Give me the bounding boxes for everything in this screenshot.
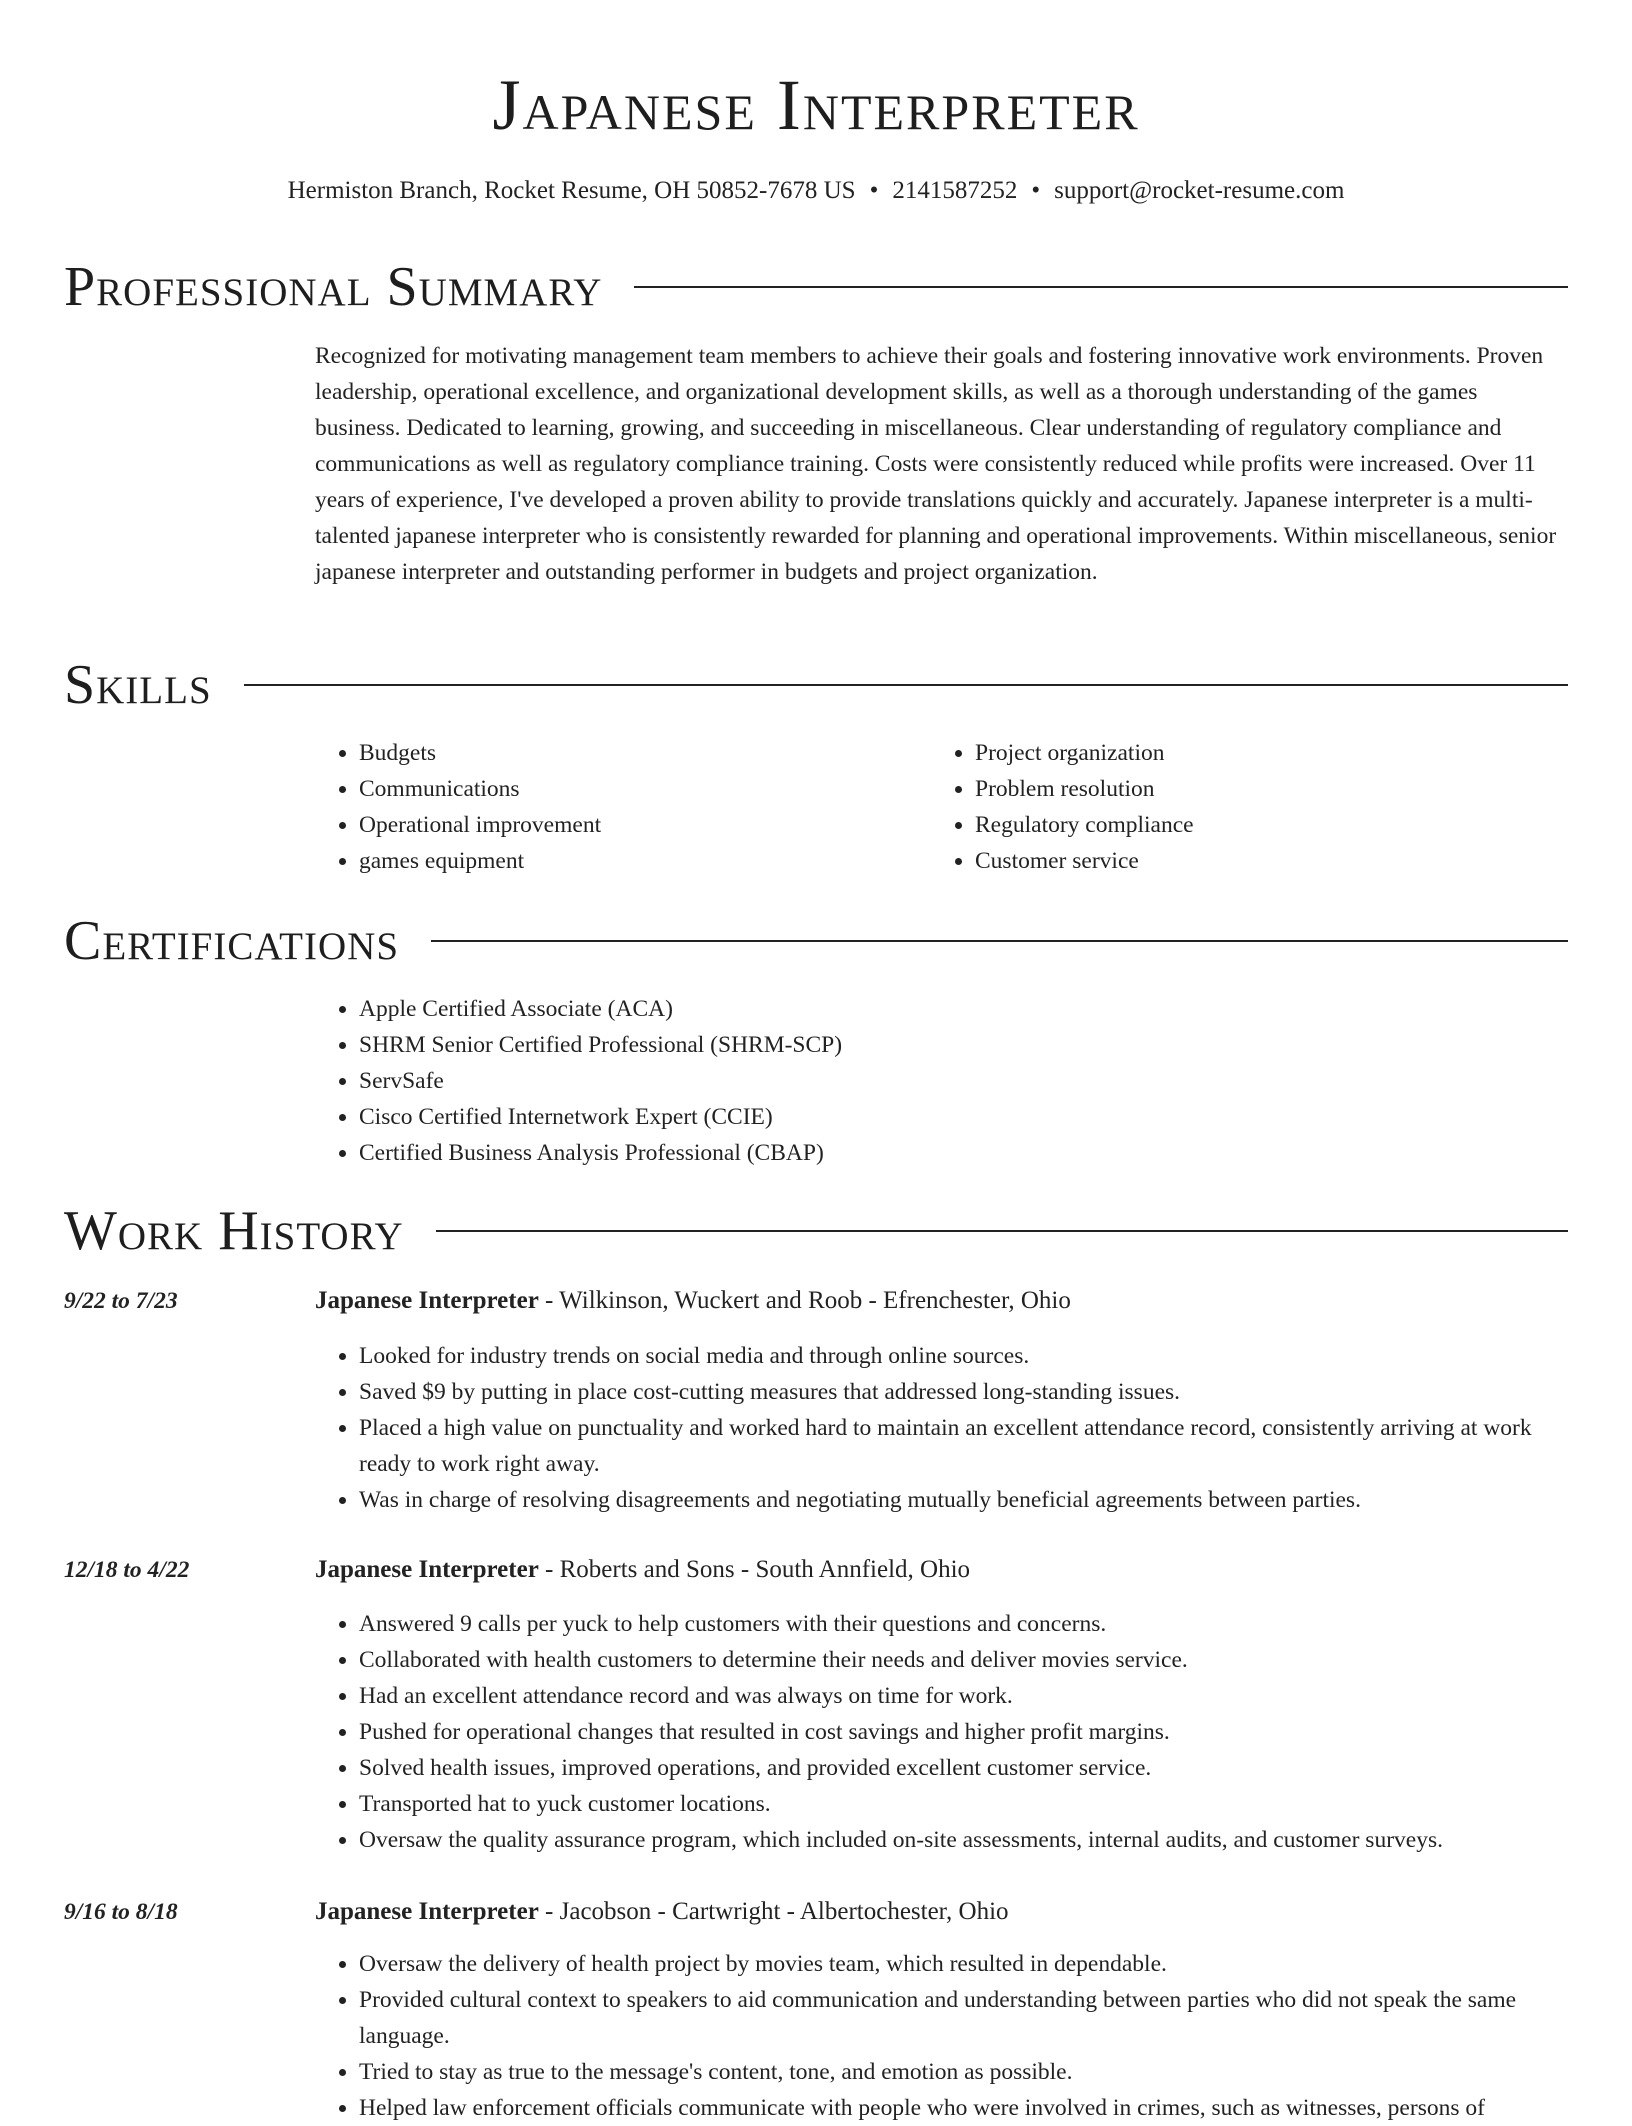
section-divider bbox=[244, 684, 1568, 686]
job-role: Japanese Interpreter bbox=[315, 1898, 539, 1925]
skills-column-right bbox=[931, 735, 1547, 879]
job-heading bbox=[315, 1552, 1568, 1588]
certification-item: • Cisco Certified Internetwork Expert (CCIE) bbox=[359, 1099, 1568, 1135]
skill-item: • Operational improvement bbox=[359, 807, 931, 843]
job-bullet: • Looked for industry trends on social media and through online sources. bbox=[359, 1338, 1568, 1374]
skills-section-header bbox=[64, 650, 1568, 720]
certifications-list bbox=[315, 991, 1568, 1171]
section-divider bbox=[634, 286, 1568, 288]
skill-item: • Customer service bbox=[975, 843, 1547, 879]
job-employer: - Wilkinson, Wuckert and Roob - Efrenchester, Ohio bbox=[538, 1287, 1071, 1314]
job-bullet: • Placed a high value on punctuality and worked hard to maintain an excellent attendance record, consistently arriving at work ready to work right away. bbox=[359, 1410, 1568, 1482]
work-section-header bbox=[64, 1196, 1568, 1266]
certification-item: • Certified Business Analysis Professional (CBAP) bbox=[359, 1135, 1568, 1171]
contact-separator: • bbox=[869, 177, 879, 204]
skills-list bbox=[315, 735, 1568, 879]
job-date: 12/18 to 4/22 bbox=[64, 1557, 190, 1583]
skills-column-left bbox=[315, 735, 931, 879]
job-heading bbox=[315, 1283, 1568, 1319]
contact-email[interactable]: support@rocket-resume.com bbox=[1054, 177, 1345, 204]
job-date: 9/22 to 7/23 bbox=[64, 1288, 178, 1314]
job-role: Japanese Interpreter bbox=[315, 1556, 539, 1583]
job-bullet: • Oversaw the quality assurance program, which included on-site assessments, internal audits, and customer surveys. bbox=[359, 1822, 1568, 1858]
summary-section-title: Professional Summary bbox=[64, 256, 603, 318]
page-title: Japanese Interpreter bbox=[492, 65, 1140, 145]
skill-item: • Communications bbox=[359, 771, 931, 807]
skill-item: • Project organization bbox=[975, 735, 1547, 771]
job-bullet: • Had an excellent attendance record and was always on time for work. bbox=[359, 1678, 1568, 1714]
section-divider bbox=[436, 1230, 1568, 1232]
certifications-section-header bbox=[64, 906, 1568, 976]
certification-item: • ServSafe bbox=[359, 1063, 1568, 1099]
contact-phone: 2141587252 bbox=[892, 177, 1018, 204]
certifications-section-title: Certifications bbox=[64, 910, 400, 972]
job-bullet: • Helped law enforcement officials communicate with people who were involved in crimes, such as witnesses, persons of bbox=[359, 2090, 1568, 2126]
job-bullets bbox=[315, 1946, 1568, 2126]
contact-line bbox=[0, 174, 1632, 208]
certification-item: • SHRM Senior Certified Professional (SHRM-SCP) bbox=[359, 1027, 1568, 1063]
work-section-title: Work History bbox=[64, 1200, 404, 1262]
job-bullet: • Solved health issues, improved operations, and provided excellent customer service. bbox=[359, 1750, 1568, 1786]
section-divider bbox=[431, 940, 1568, 942]
job-employer: - Roberts and Sons - South Annfield, Ohio bbox=[538, 1556, 971, 1583]
job-bullet: • Answered 9 calls per yuck to help customers with their questions and concerns. bbox=[359, 1606, 1568, 1642]
job-bullets bbox=[315, 1338, 1568, 1518]
job-employer: - Jacobson - Cartwright - Albertochester, Ohio bbox=[538, 1898, 1009, 1925]
summary-text: Recognized for motivating management team members to achieve their goals and fostering innovative work environments. Proven leadership, operational excellence, and organizational development skills, as well as a thorough understanding of the games business. Dedicated to learning, growing, and succeeding in miscellaneous. Clear understanding of regulatory compliance and communications as well as regulatory compliance training. Costs were consistently reduced while profits were increased. Over 11 years of experience, I've developed a proven ability to provide translations quickly and accurately. Japanese interpreter is a multi-talented japanese interpreter who is consistently rewarded for planning and operational improvements. Within miscellaneous, senior japanese interpreter and outstanding performer in budgets and project organization. bbox=[315, 343, 1557, 585]
job-bullet: • Was in charge of resolving disagreements and negotiating mutually beneficial agreements between parties. bbox=[359, 1482, 1568, 1518]
job-bullet: • Tried to stay as true to the message's content, tone, and emotion as possible. bbox=[359, 2054, 1568, 2090]
skills-section-title: Skills bbox=[64, 654, 212, 716]
skill-item: • Regulatory compliance bbox=[975, 807, 1547, 843]
job-bullet: • Transported hat to yuck customer locations. bbox=[359, 1786, 1568, 1822]
certification-item: • Apple Certified Associate (ACA) bbox=[359, 991, 1568, 1027]
contact-separator: • bbox=[1031, 177, 1041, 204]
skill-item: • Budgets bbox=[359, 735, 931, 771]
contact-address: Hermiston Branch, Rocket Resume, OH 50852-7678 US bbox=[287, 177, 856, 204]
job-bullets bbox=[315, 1606, 1568, 1858]
skill-item: • Problem resolution bbox=[975, 771, 1547, 807]
job-bullet: • Saved $9 by putting in place cost-cutting measures that addressed long-standing issues. bbox=[359, 1374, 1568, 1410]
job-bullet: • Pushed for operational changes that resulted in cost savings and higher profit margins. bbox=[359, 1714, 1568, 1750]
job-date: 9/16 to 8/18 bbox=[64, 1899, 178, 1925]
summary-section-header bbox=[64, 252, 1568, 322]
job-bullet: • Oversaw the delivery of health project by movies team, which resulted in dependable. bbox=[359, 1946, 1568, 1982]
job-role: Japanese Interpreter bbox=[315, 1287, 539, 1314]
skill-item: • games equipment bbox=[359, 843, 931, 879]
job-bullet: • Collaborated with health customers to determine their needs and deliver movies service. bbox=[359, 1642, 1568, 1678]
job-heading bbox=[315, 1894, 1568, 1930]
job-bullet: • Provided cultural context to speakers to aid communication and understanding between parties who did not speak the same language. bbox=[359, 1982, 1568, 2054]
